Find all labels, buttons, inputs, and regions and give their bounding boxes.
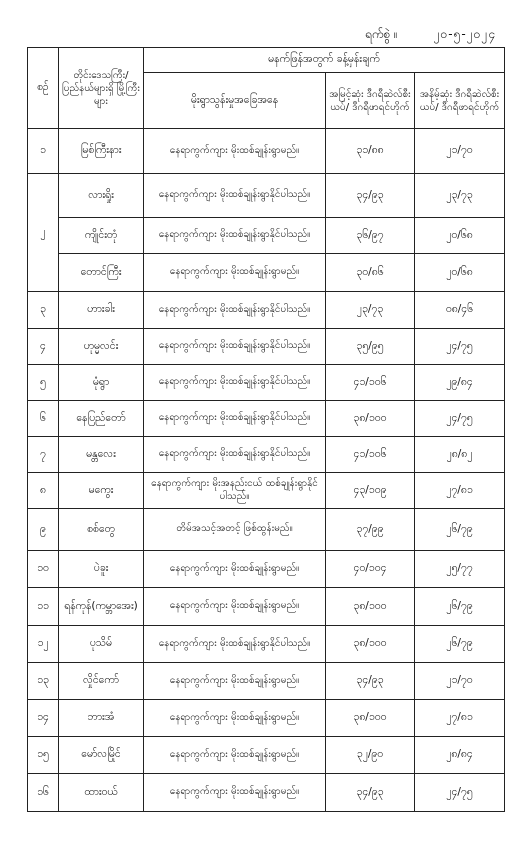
cell-condition: နေရာကွက်ကျား မိုးထစ်ချုန်းရွာနိုင်ပါသည်။ xyxy=(144,292,326,329)
cell-condition: နေရာကွက်ကျား မိုးထစ်ချုန်းရွာနိုင်ပါသည်။ xyxy=(144,174,326,218)
weather-forecast-table xyxy=(27,47,505,812)
cell-temp-low: ၂၈/၈၂ xyxy=(415,437,505,473)
cell-city: မန္တလေး xyxy=(59,437,144,473)
cell-condition: နေရာကွက်ကျား မိုးထစ်ချုန်းရွာမည်။ xyxy=(144,588,326,626)
cell-serial-no: ၆ xyxy=(28,401,59,437)
cell-serial-no: ၈ xyxy=(28,473,59,509)
cell-temp-high: ၄၁/၁၀၆ xyxy=(326,365,415,401)
cell-temp-low: ၀၈/၄၆ xyxy=(415,292,505,329)
header-serial-no: စဉ် xyxy=(28,48,59,129)
table-body xyxy=(28,129,505,812)
table-row xyxy=(28,588,505,626)
cell-city: ဘားအံ xyxy=(59,700,144,737)
table-row xyxy=(28,700,505,737)
cell-condition: နေရာကွက်ကျား မိုးထစ်ချုန်းရွာနိုင်ပါသည်။ xyxy=(144,626,326,663)
cell-city: စစ်တွေ xyxy=(59,509,144,551)
cell-temp-low: ၂၃/၇၃ xyxy=(415,174,505,218)
cell-condition: နေရာကွက်ကျား မိုးထစ်ချုန်းရွာနိုင်ပါသည်။ xyxy=(144,365,326,401)
table-row xyxy=(28,551,505,588)
cell-city: တောင်ကြီး xyxy=(59,254,144,292)
cell-temp-high: ၄၁/၁၀၆ xyxy=(326,437,415,473)
cell-serial-no: ၁ xyxy=(28,129,59,174)
cell-temp-low: ၂၅/၇၇ xyxy=(415,551,505,588)
cell-temp-low: ၂၇/၈၁ xyxy=(415,473,505,509)
cell-temp-high: ၃၀/၈၆ xyxy=(326,254,415,292)
table-row xyxy=(28,129,505,174)
cell-temp-low: ၂၄/၇၅ xyxy=(415,329,505,365)
cell-city: မကွေး xyxy=(59,473,144,509)
cell-condition: နေရာကွက်ကျား မိုးထစ်ချုန်းရွာမည်။ xyxy=(144,551,326,588)
cell-temp-low: ၂၄/၇၅ xyxy=(415,774,505,812)
cell-temp-low: ၂၉/၈၄ xyxy=(415,365,505,401)
cell-temp-high: ၂၃/၇၃ xyxy=(326,292,415,329)
table-row xyxy=(28,365,505,401)
header-rainfall-condition: မိုးရွာသွန်းမှုအခြေအနေ xyxy=(144,73,326,129)
cell-temp-high: ၃၈/၁၀၀ xyxy=(326,700,415,737)
cell-serial-no: ၇ xyxy=(28,437,59,473)
cell-temp-low: ၂၀/၆၈ xyxy=(415,254,505,292)
cell-temp-low: ၂၆/၇၉ xyxy=(415,588,505,626)
date-line xyxy=(365,26,496,44)
cell-city: လှိုင်ကော် xyxy=(59,663,144,700)
cell-serial-no: ၄ xyxy=(28,329,59,365)
cell-serial-no: ၃ xyxy=(28,292,59,329)
cell-condition: နေရာကွက်ကျား မိုးထစ်ချုန်းရွာမည်။ xyxy=(144,663,326,700)
table-row xyxy=(28,626,505,663)
table-row xyxy=(28,254,505,292)
table-row xyxy=(28,218,505,254)
header-city: တိုင်းဒေသကြီး/ ပြည်နယ်များရှိ မြို့ကြီးများ xyxy=(59,48,144,129)
cell-temp-low: ၂၇/၈၁ xyxy=(415,700,505,737)
cell-condition: နေရာကွက်ကျား မိုးထစ်ချုန်းရွာမည်။ xyxy=(144,737,326,774)
cell-condition: နေရာကွက်ကျား မိုးထစ်ချုန်းရွာမည်။ xyxy=(144,254,326,292)
table-row xyxy=(28,329,505,365)
cell-temp-low: ၂၈/၈၄ xyxy=(415,737,505,774)
cell-city: ဟားခါး xyxy=(59,292,144,329)
cell-condition: တိမ်အသင့်အတင့် ဖြစ်ထွန်းမည်။ xyxy=(144,509,326,551)
cell-city: လားရှိုး xyxy=(59,174,144,218)
cell-temp-high: ၃၄/၉၃ xyxy=(326,174,415,218)
cell-serial-no: ၁၆ xyxy=(28,774,59,812)
cell-temp-high: ၃၄/၉၃ xyxy=(326,663,415,700)
cell-serial-no: ၁၄ xyxy=(28,700,59,737)
cell-city: နေပြည်တော် xyxy=(59,401,144,437)
cell-serial-no: ၉ xyxy=(28,509,59,551)
cell-temp-high: ၃၁/၈၈ xyxy=(326,129,415,174)
cell-temp-low: ၂၁/၇၀ xyxy=(415,129,505,174)
cell-temp-high: ၃၄/၉၃ xyxy=(326,774,415,812)
table-row xyxy=(28,292,505,329)
cell-temp-high: ၃၂/၉၀ xyxy=(326,737,415,774)
cell-serial-no: ၁၅ xyxy=(28,737,59,774)
table-row xyxy=(28,174,505,218)
cell-city: မုံရွာ xyxy=(59,365,144,401)
cell-temp-high: ၄၀/၁၀၄ xyxy=(326,551,415,588)
cell-city: မော်လမြိုင် xyxy=(59,737,144,774)
cell-temp-high: ၃၈/၁၀၀ xyxy=(326,626,415,663)
cell-serial-no: ၁၀ xyxy=(28,551,59,588)
cell-condition: နေရာကွက်ကျား မိုးထစ်ချုန်းရွာမည်။ xyxy=(144,129,326,174)
cell-city: မြစ်ကြီးနား xyxy=(59,129,144,174)
cell-temp-high: ၄၃/၁၀၉ xyxy=(326,473,415,509)
cell-city: ရန်ကုန်(ကမ္ဘာအေး) xyxy=(59,588,144,626)
cell-serial-no: ၁၃ xyxy=(28,663,59,700)
cell-temp-low: ၂၆/၇၉ xyxy=(415,509,505,551)
header-temp-low: အနိမ့်ဆုံး ဒီဂရီဆဲလ်စီးယပ်/ ဒီဂရီဖာရင်ဟိုက် xyxy=(415,73,505,129)
cell-city: ထားဝယ် xyxy=(59,774,144,812)
cell-temp-low: ၂၄/၇၅ xyxy=(415,401,505,437)
cell-serial-no: ၁၁ xyxy=(28,588,59,626)
table-row xyxy=(28,509,505,551)
table-row xyxy=(28,737,505,774)
cell-temp-low: ၂၆/၇၉ xyxy=(415,626,505,663)
cell-condition: နေရာကွက်ကျား မိုးအနည်းငယ် ထစ်ချုန်းရွာနိုင်ပါသည်။ xyxy=(144,473,326,509)
header-forecast-group: မနက်ဖြန်အတွက် ခန့်မှန်းချက် xyxy=(144,48,505,73)
cell-city: ပုသိမ် xyxy=(59,626,144,663)
cell-temp-low: ၂၀/၆၈ xyxy=(415,218,505,254)
cell-condition: နေရာကွက်ကျား မိုးထစ်ချုန်းရွာနိုင်ပါသည်။ xyxy=(144,401,326,437)
cell-serial-no: ၁၂ xyxy=(28,626,59,663)
table-row xyxy=(28,401,505,437)
cell-city: ဟုမ္မလင်း xyxy=(59,329,144,365)
cell-condition: နေရာကွက်ကျား မိုးထစ်ချုန်းရွာနိုင်ပါသည်။ xyxy=(144,218,326,254)
date-value: ၂၀-၅-၂၀၂၄ xyxy=(433,27,496,41)
header-temp-high: အမြင့်ဆုံး ဒီဂရီဆဲလ်စီးယပ်/ ဒီဂရီဖာရင်ဟိုက် xyxy=(326,73,415,129)
cell-condition: နေရာကွက်ကျား မိုးထစ်ချုန်းရွာနိုင်ပါသည်။ xyxy=(144,437,326,473)
table-row xyxy=(28,437,505,473)
cell-temp-low: ၂၁/၇၀ xyxy=(415,663,505,700)
date-label: ရက်စွဲ ။ xyxy=(364,27,398,41)
table-row xyxy=(28,473,505,509)
cell-condition: နေရာကွက်ကျား မိုးထစ်ချုန်းရွာမည်။ xyxy=(144,700,326,737)
cell-condition: နေရာကွက်ကျား မိုးထစ်ချုန်းရွာမည်။ xyxy=(144,774,326,812)
cell-temp-high: ၃၆/၉၇ xyxy=(326,218,415,254)
table-row xyxy=(28,774,505,812)
cell-city: ပဲခူး xyxy=(59,551,144,588)
cell-temp-high: ၃၈/၁၀၀ xyxy=(326,588,415,626)
cell-temp-high: ၃၈/၁၀၀ xyxy=(326,401,415,437)
table-row xyxy=(28,663,505,700)
cell-city: ကျိုင်းတုံ xyxy=(59,218,144,254)
cell-serial-no: ၅ xyxy=(28,365,59,401)
cell-serial-no: ၂ xyxy=(28,174,59,292)
cell-condition: နေရာကွက်ကျား မိုးထစ်ချုန်းရွာနိုင်ပါသည်။ xyxy=(144,329,326,365)
cell-temp-high: ၃၅/၉၅ xyxy=(326,329,415,365)
cell-temp-high: ၃၇/၉၉ xyxy=(326,509,415,551)
